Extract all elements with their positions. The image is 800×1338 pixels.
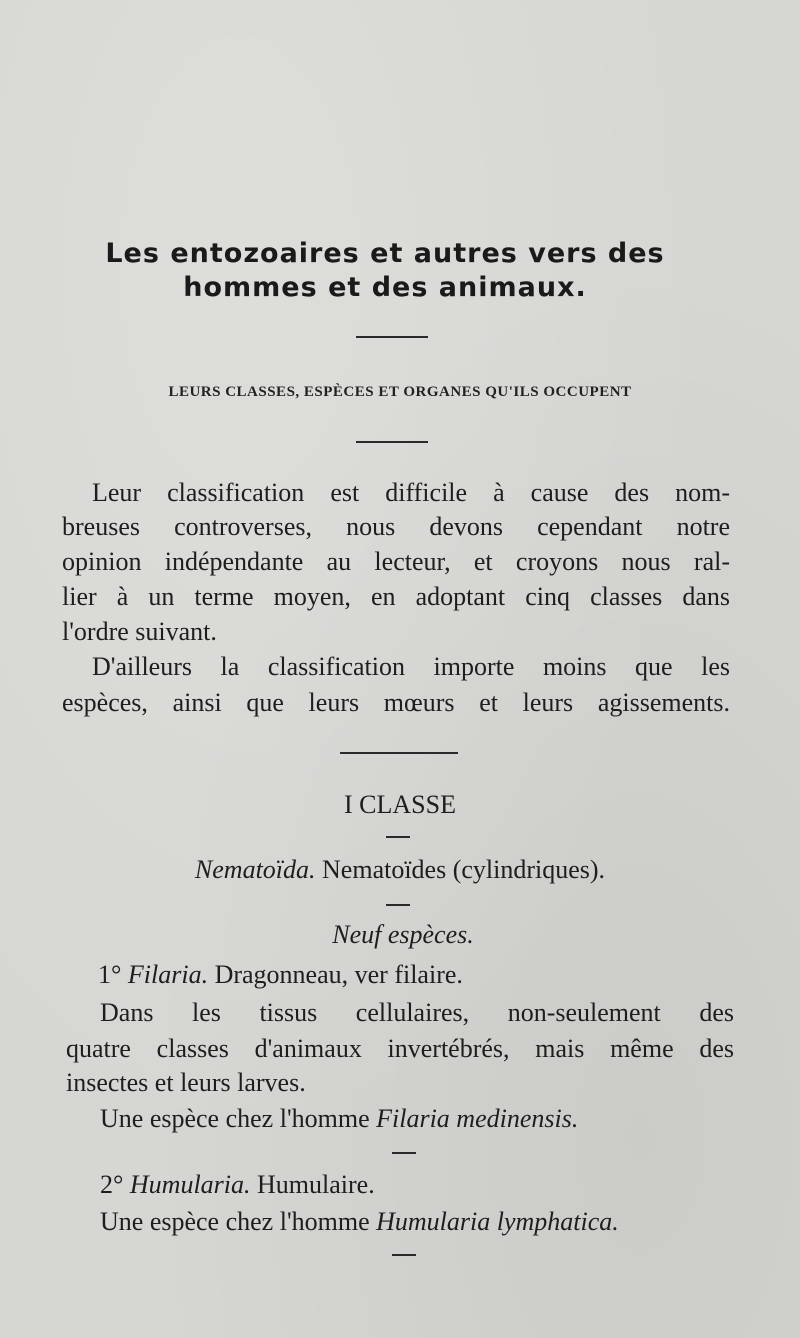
entry1-human-species: Filaria medinensis. bbox=[376, 1104, 579, 1133]
intro-p1-line-5: l'ordre suivant. bbox=[62, 617, 217, 646]
species-count bbox=[0, 918, 800, 952]
subheading: LEURS CLASSES, ESPÈCES ET ORGANES QU'ILS OCCUPENT bbox=[168, 384, 632, 400]
intro-p1-line-4: lier à un terme moyen, en adoptant cinq classes dans bbox=[62, 582, 730, 611]
intro-p1-line-3: opinion indépendante au lecteur, et croyons nous ral- bbox=[62, 547, 730, 576]
dash-1 bbox=[386, 836, 410, 838]
entry1-desc-line-3: insectes et leurs larves. bbox=[66, 1068, 306, 1097]
species-count-text: Neuf espèces. bbox=[332, 920, 474, 949]
entry1-human-prefix: Une espèce chez l'homme bbox=[100, 1104, 370, 1133]
dash-3 bbox=[392, 1152, 416, 1154]
dash-4 bbox=[392, 1254, 416, 1256]
entry1-desc-line-2: quatre classes d'animaux invertébrés, mais même des bbox=[66, 1034, 734, 1063]
entry2-genus: Humularia. bbox=[129, 1170, 251, 1199]
entry1-heading bbox=[98, 958, 463, 992]
entry2-human-species: Humularia lymphatica. bbox=[376, 1207, 619, 1236]
entry1-genus: Filaria. bbox=[127, 960, 209, 989]
intro-p1-line-2: breuses controverses, nous devons cependant notre bbox=[62, 512, 730, 541]
entry1-desc-line-1: Dans les tissus cellulaires, non-seulement des bbox=[100, 998, 734, 1027]
rule-before-classe bbox=[340, 752, 458, 754]
heading-line-2: hommes et des animaux. bbox=[183, 272, 587, 303]
entry2-number: 2° bbox=[100, 1170, 124, 1199]
classe-title: I CLASSE bbox=[344, 790, 456, 819]
classe-name bbox=[0, 853, 800, 887]
dash-2 bbox=[386, 904, 410, 906]
entry2-human bbox=[100, 1205, 619, 1239]
entry1-number: 1° bbox=[98, 960, 122, 989]
classe-name-latin: Nematoïda. bbox=[194, 855, 316, 884]
entry2-human-prefix: Une espèce chez l'homme bbox=[100, 1207, 370, 1236]
intro-p2-line-2: espèces, ainsi que leurs mœurs et leurs agissements. bbox=[62, 688, 730, 717]
heading-line-1: Les entozoaires et autres vers des bbox=[105, 238, 665, 269]
entry2-common: Humulaire. bbox=[257, 1170, 375, 1199]
entry1-human bbox=[100, 1102, 578, 1136]
rule-after-subheading bbox=[356, 441, 428, 443]
intro-p2-line-1: D'ailleurs la classification importe moins que les bbox=[92, 652, 730, 681]
rule-top bbox=[356, 336, 428, 338]
classe-name-french: Nematoïdes (cylindriques). bbox=[322, 855, 606, 884]
entry1-common: Dragonneau, ver filaire. bbox=[214, 960, 463, 989]
entry2-heading bbox=[100, 1168, 375, 1202]
intro-p1-line-1: Leur classification est difficile à cause des nom- bbox=[92, 478, 730, 507]
